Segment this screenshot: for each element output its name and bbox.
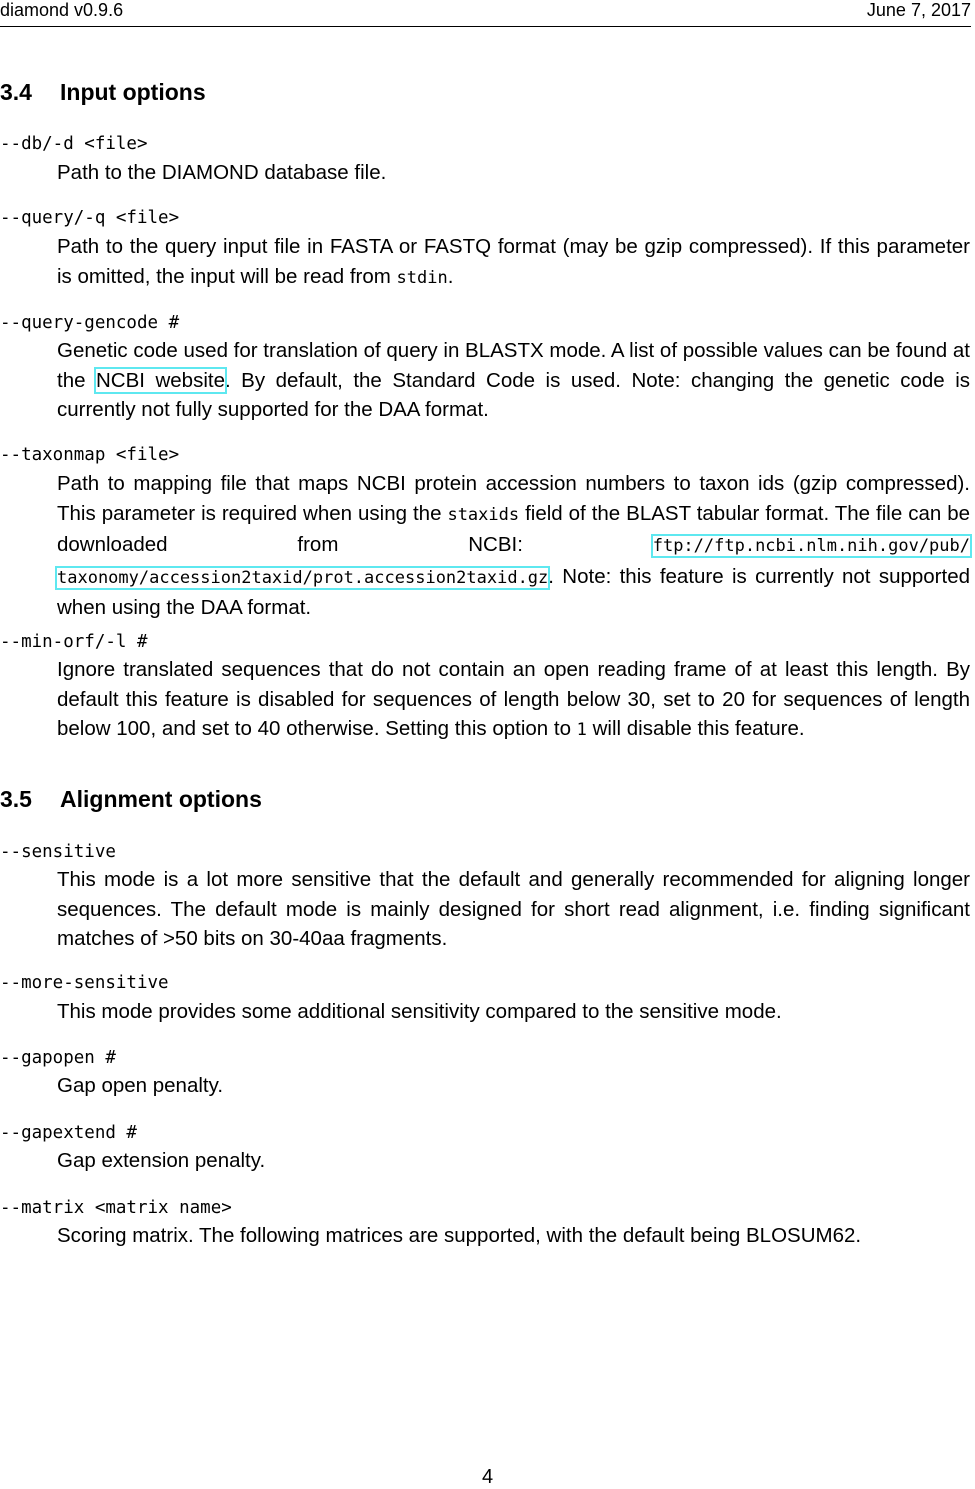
header-date: June 7, 2017 bbox=[866, 0, 971, 20]
option-desc-db bbox=[57, 158, 970, 188]
option-desc-query bbox=[57, 232, 970, 293]
desc-text: field of the BLAST tabular format. The file can be downloaded from NCBI: bbox=[57, 501, 971, 556]
desc-text: Scoring matrix. The following matrices are supported, with the default being BLOSUM62. bbox=[57, 1224, 862, 1247]
desc-text: . Note: this feature is currently not supported when using the DAA format. bbox=[57, 564, 970, 619]
desc-text: . By default, the Standard Code is used. Note: changing the genetic code is currently not fully supported for the DAA format. bbox=[57, 368, 970, 421]
desc-text: This mode is a lot more sensitive that the default and generally recommended for aligning longer sequences. The default mode is mainly designed for short read alignment, i.e. finding significant matches of >50 bits on 30-40aa fragments. bbox=[57, 868, 970, 950]
desc-text: Gap extension penalty. bbox=[57, 1149, 266, 1172]
desc-text: . bbox=[447, 264, 454, 288]
option-flag-db: --db/-d <file> bbox=[0, 134, 148, 154]
desc-text: Path to mapping file that maps NCBI protein accession numbers to taxon ids (gzip compressed). This parameter is required when using the bbox=[57, 472, 970, 525]
section-title: Input options bbox=[60, 79, 206, 105]
page-number: 4 bbox=[481, 1466, 494, 1488]
option-flag-matrix: --matrix <matrix name> bbox=[0, 1198, 232, 1218]
header-title: diamond v0.9.6 bbox=[0, 0, 124, 20]
option-flag-more-sensitive: --more-sensitive bbox=[0, 973, 169, 993]
option-desc-sensitive bbox=[57, 865, 970, 954]
section-title: Alignment options bbox=[60, 786, 262, 812]
option-flag-query-gencode: --query-gencode # bbox=[0, 313, 180, 333]
option-desc-taxonmap bbox=[57, 469, 970, 623]
option-desc-gapextend bbox=[57, 1146, 970, 1176]
desc-text: will disable this feature. bbox=[586, 717, 805, 740]
inline-code: 1 bbox=[576, 720, 587, 740]
desc-text: Ignore translated sequences that do not contain an open reading frame of at least this length. By default this feature is disabled for sequences of length below 30, set to 20 for sequences of length below 100, and set to 40 otherwise. Setting this option to bbox=[57, 658, 970, 740]
desc-text: This mode provides some additional sensitivity compared to the sensitive mode. bbox=[57, 1000, 782, 1023]
page-header bbox=[0, 0, 971, 27]
desc-text: Genetic code used for translation of query in BLASTX mode. A list of possible values can be found at the bbox=[57, 339, 970, 392]
option-flag-query: --query/-q <file> bbox=[0, 208, 180, 228]
desc-text: Path to the query input file in FASTA or FASTQ format (may be gzip compressed). If this parameter is omitted, the input will be read from bbox=[57, 235, 970, 288]
option-flag-taxonmap: --taxonmap <file> bbox=[0, 445, 180, 465]
option-flag-gapopen: --gapopen # bbox=[0, 1048, 116, 1068]
option-desc-more-sensitive bbox=[57, 997, 970, 1027]
section-number: 3.5 bbox=[0, 786, 32, 812]
section-heading-alignment-options bbox=[0, 786, 262, 813]
option-desc-matrix bbox=[57, 1221, 970, 1251]
inline-code: staxids bbox=[447, 504, 520, 525]
option-desc-gapopen bbox=[57, 1071, 970, 1101]
ncbi-website-link[interactable]: NCBI website bbox=[96, 368, 225, 392]
option-flag-min-orf: --min-orf/-l # bbox=[0, 632, 148, 652]
section-number: 3.4 bbox=[0, 79, 32, 105]
option-flag-sensitive: --sensitive bbox=[0, 842, 116, 862]
inline-code: stdin bbox=[396, 267, 448, 288]
option-desc-query-gencode bbox=[57, 336, 970, 425]
option-flag-gapextend: --gapextend # bbox=[0, 1123, 137, 1143]
ftp-link-part1[interactable]: ftp://ftp.ncbi.nlm.nih.gov/pub/ bbox=[652, 536, 970, 556]
section-heading-input-options bbox=[0, 79, 206, 106]
ftp-link-part2[interactable]: taxonomy/accession2taxid/prot.accession2taxid.gz bbox=[57, 567, 549, 588]
desc-text: Gap open penalty. bbox=[57, 1074, 224, 1097]
desc-text: Path to the DIAMOND database file. bbox=[57, 161, 387, 184]
option-desc-min-orf bbox=[57, 655, 970, 746]
